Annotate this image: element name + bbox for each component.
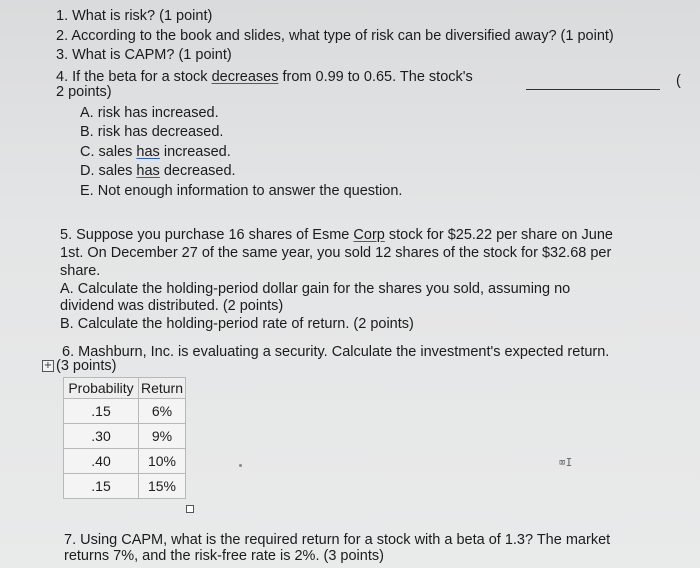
option-c-prefix: C. sales [80, 144, 137, 160]
question-4-suffix: from 0.99 to 0.65. The stock's [278, 69, 473, 85]
probability-cell: .40 [64, 449, 139, 474]
probability-cell: .15 [64, 474, 139, 499]
return-cell: 10% [139, 449, 186, 474]
option-b[interactable]: B. risk has decreased. [80, 124, 224, 140]
return-cell: 15% [139, 474, 186, 499]
question-4-prefix: 4. If the beta for a stock [56, 69, 212, 85]
header-return: Return [139, 378, 186, 399]
question-5-line-3: share. [60, 263, 101, 279]
question-4-points: 2 points) [56, 84, 112, 100]
cursor-dot [239, 464, 242, 467]
option-a[interactable]: A. risk has increased. [80, 105, 219, 121]
question-5b: B. Calculate the holding-period rate of return. (2 points) [60, 316, 414, 332]
return-cell: 6% [139, 399, 186, 424]
question-5-line-1 [60, 227, 613, 244]
option-d-suffix: decreased. [159, 163, 236, 179]
option-c[interactable] [80, 144, 231, 161]
question-4 [56, 69, 473, 86]
return-cell: 9% [139, 424, 186, 449]
question-5a-line-1: A. Calculate the holding-period dollar gain for the shares you sold, assuming no [60, 281, 571, 297]
question-5-prefix: 5. Suppose you purchase 16 shares of Esme [60, 227, 354, 243]
text-cursor-icon: ⌧I [559, 456, 573, 469]
question-6-line-2: (3 points) [56, 358, 117, 374]
question-7-line-1: 7. Using CAPM, what is the required return for a stock with a beta of 1.3? The market [64, 532, 611, 548]
question-5-suffix: stock for $25.22 per share on June [384, 227, 613, 243]
table-header-row [64, 378, 186, 399]
option-c-suffix: increased. [159, 144, 231, 160]
probability-cell: .15 [64, 399, 139, 424]
option-d[interactable] [80, 163, 236, 180]
question-1: 1. What is risk? (1 point) [56, 8, 213, 24]
question-6-line-1: 6. Mashburn, Inc. is evaluating a security. Calculate the investment's expected return. [62, 344, 610, 360]
question-4-keyword: decreases [211, 69, 279, 85]
probability-cell: .30 [64, 424, 139, 449]
question-4-paren: ( [676, 73, 681, 89]
question-7-line-2: returns 7%, and the risk-free rate is 2%. (3 points) [64, 548, 384, 564]
table-row [64, 424, 186, 449]
question-2: 2. According to the book and slides, what type of risk can be diversified away? (1 point) [56, 28, 614, 44]
table-resize-handle[interactable] [186, 505, 194, 513]
option-d-prefix: D. sales [80, 163, 137, 179]
question-5-keyword: Corp [353, 227, 385, 243]
plus-box-icon[interactable]: + [43, 360, 53, 371]
question-3: 3. What is CAPM? (1 point) [56, 47, 232, 63]
header-probability: Probability [64, 378, 139, 399]
option-e[interactable]: E. Not enough information to answer the question. [80, 183, 403, 199]
option-d-keyword: has [136, 163, 160, 179]
table-row [64, 474, 186, 499]
answer-blank[interactable] [526, 89, 660, 90]
table-row [64, 399, 186, 424]
question-5a-line-2: dividend was distributed. (2 points) [60, 298, 284, 314]
option-c-keyword: has [136, 144, 160, 160]
question-5-line-2: 1st. On December 27 of the same year, you sold 12 shares of the stock for $32.68 per [60, 245, 612, 261]
table-row [64, 449, 186, 474]
probability-return-table [63, 377, 186, 499]
